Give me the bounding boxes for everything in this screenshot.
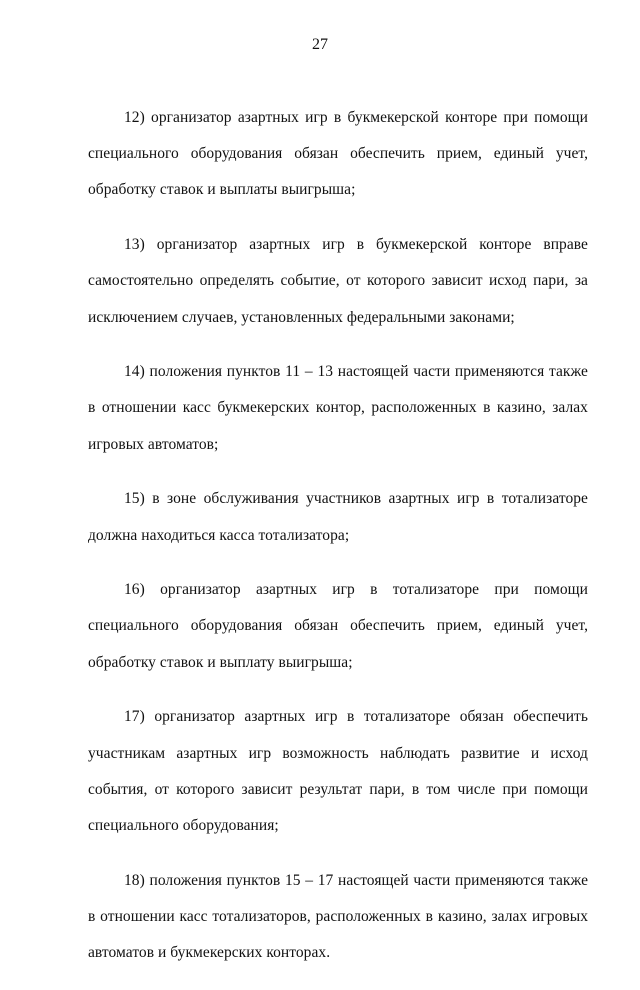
clause-12: 12) организатор азартных игр в букмекерской конторе при помощи специального оборудования обязан обеспечить прием, единый учет, обработку ставок и выплаты выигрыша; [88,109,588,199]
clause-13: 13) организатор азартных игр в букмекерской конторе вправе самостоятельно определять событие, от которого зависит исход пари, за исключением случаев, установленных федеральными законами; [88,236,588,326]
clause-14: 14) положения пунктов 11 – 13 настоящей части применяются также в отношении касс букмекерских контор, расположенных в казино, залах игровых автоматов; [88,363,588,453]
document-body [88,100,588,990]
clause-16: 16) организатор азартных игр в тотализаторе при помощи специального оборудования обязан обеспечить прием, единый учет, обработку ставок и выплату выигрыша; [88,581,588,671]
clause-18: 18) положения пунктов 15 – 17 настоящей части применяются также в отношении касс тотализаторов, расположенных в казино, залах игровых автоматов и букмекерских конторах. [88,871,588,962]
clause-17: 17) организатор азартных игр в тотализаторе обязан обеспечить участникам азартных игр возможность наблюдать развитие и исход события, от которого зависит результат пари, в том числе при помощи специального оборудования; [88,708,588,834]
page-number: 27 [312,36,328,53]
clause-15: 15) в зоне обслуживания участников азартных игр в тотализаторе должна находиться касса тотализатора; [88,490,588,544]
